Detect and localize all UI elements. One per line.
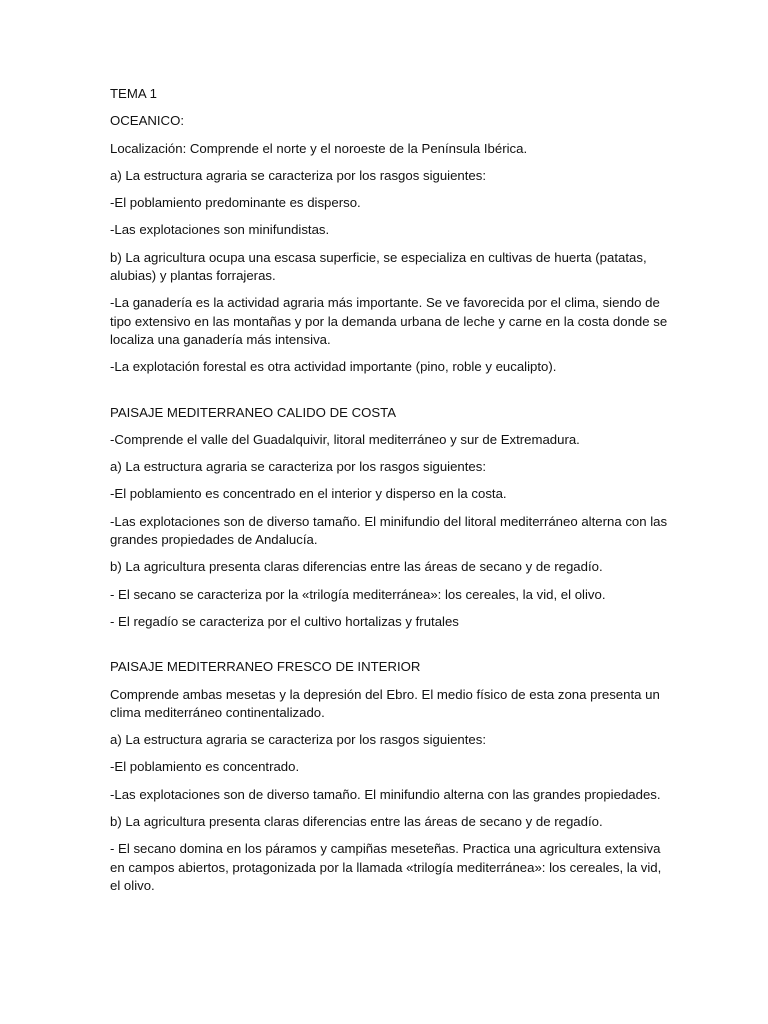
section-heading-calido-costa: PAISAJE MEDITERRANEO CALIDO DE COSTA xyxy=(110,404,397,420)
paragraph: Comprende ambas mesetas y la depresión del Ebro. El medio físico de esta zona presenta un clima mediterráneo continentalizado. xyxy=(110,686,660,720)
paragraph: a) La estructura agraria se caracteriza por los rasgos siguientes: xyxy=(110,459,487,475)
section-heading-fresco-interior: PAISAJE MEDITERRANEO FRESCO DE INTERIOR xyxy=(110,659,421,675)
paragraph: -Las explotaciones son de diverso tamaño. El minifundio del litoral mediterráneo alterna con las grandes propiedades de Andalucía. xyxy=(110,513,668,548)
section-spacer xyxy=(110,386,670,404)
document-body xyxy=(110,85,670,904)
paragraph: -Comprende el valle del Guadalquivir, litoral mediterráneo y sur de Extremadura. xyxy=(110,431,580,447)
paragraph: b) La agricultura ocupa una escasa superficie, se especializa en cultivas de huerta (patatas, alubias) y plantas forrajeras. xyxy=(110,249,647,284)
paragraph: -La explotación forestal es otra actividad importante (pino, roble y eucalipto). xyxy=(110,359,557,375)
paragraph: Localización: Comprende el norte y el noroeste de la Península Ibérica. xyxy=(110,140,528,156)
paragraph: - El regadío se caracteriza por el cultivo hortalizas y frutales xyxy=(110,613,459,629)
paragraph: - El secano domina en los páramos y campiñas meseteñas. Practica una agricultura extensiva en campos abiertos, protagonizada por la llamada «trilogía mediterránea»: los cereales, la vid, el olivo. xyxy=(110,841,662,893)
paragraph: b) La agricultura presenta claras diferencias entre las áreas de secano y de regadío. xyxy=(110,559,603,575)
paragraph: a) La estructura agraria se caracteriza por los rasgos siguientes: xyxy=(110,167,487,183)
paragraph: -El poblamiento es concentrado en el interior y disperso en la costa. xyxy=(110,486,507,502)
paragraph: -La ganadería es la actividad agraria más importante. Se ve favorecida por el clima, siendo de tipo extensivo en las montañas y por la demanda urbana de leche y carne en la costa donde se localiza una ganadería más intensiva. xyxy=(110,295,668,347)
paragraph: -El poblamiento predominante es disperso. xyxy=(110,195,361,211)
paragraph: b) La agricultura presenta claras diferencias entre las áreas de secano y de regadío. xyxy=(110,814,603,830)
section-spacer xyxy=(110,640,670,658)
paragraph: -Las explotaciones son de diverso tamaño. El minifundio alterna con las grandes propiedades. xyxy=(110,786,661,802)
paragraph: -El poblamiento es concentrado. xyxy=(110,759,300,775)
paragraph: - El secano se caracteriza por la «trilogía mediterránea»: los cereales, la vid, el olivo. xyxy=(110,586,606,602)
document-title: TEMA 1 xyxy=(110,86,157,101)
paragraph: a) La estructura agraria se caracteriza por los rasgos siguientes: xyxy=(110,732,487,748)
paragraph: -Las explotaciones son minifundistas. xyxy=(110,222,330,238)
section-heading-oceanico: OCEANICO: xyxy=(110,113,185,129)
